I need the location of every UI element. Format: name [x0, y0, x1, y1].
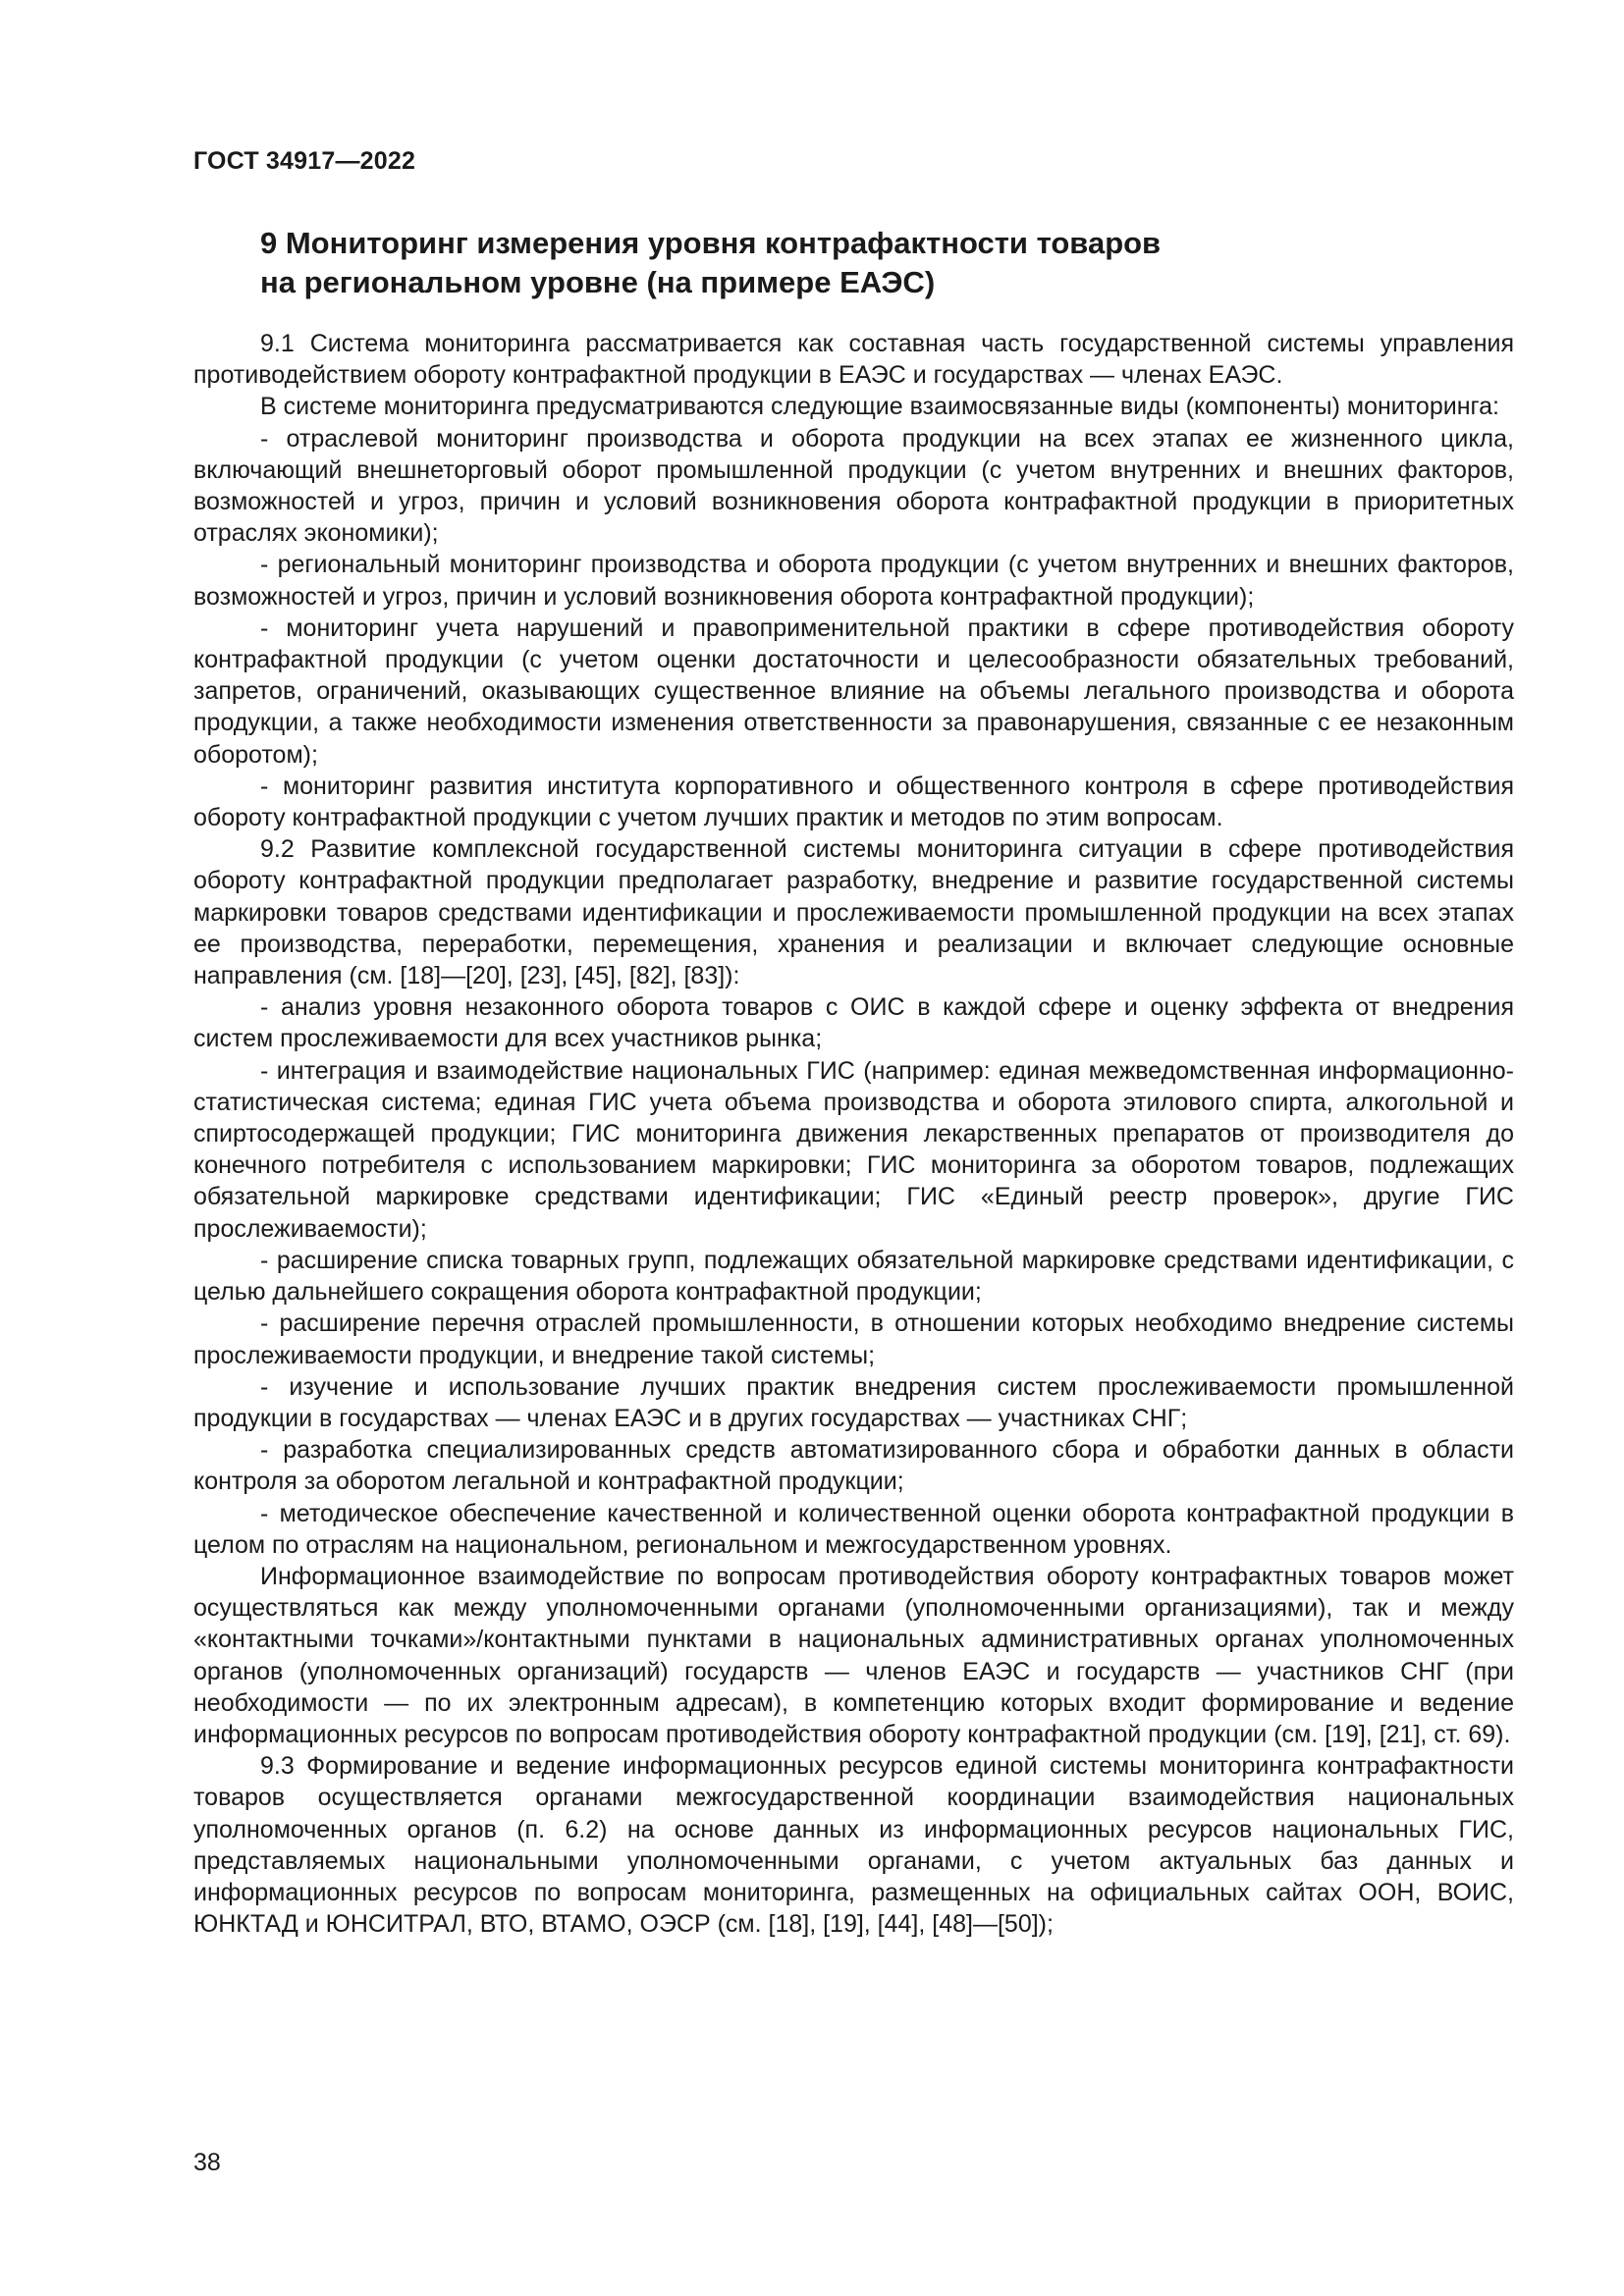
list-item: - расширение перечня отраслей промышленности, в отношении которых необходимо внедрение системы прослеживаемости продукции, и внедрение такой системы; — [193, 1309, 1514, 1369]
section-title-line-2: на региональном уровне (на примере ЕАЭС) — [260, 265, 936, 299]
list-item: - региональный мониторинг производства и оборота продукции (с учетом внутренних и внешних факторов, возможностей и угроз, причин и условий возникновения оборота контрафактной продукции); — [193, 551, 1514, 611]
section-title-line-1: 9 Мониторинг измерения уровня контрафактности товаров — [260, 226, 1162, 260]
paragraph-information-interaction: Информационное взаимодействие по вопросам противодействия обороту контрафактных товаров может осуществляться как между уполномоченными органами (уполномоченными организациями), так и между «контактными точками»/контактными пунктами в национальных административных органах уполномоченных органов (уполномоченных организаций) государств — членов ЕАЭС и государств — участников СНГ (при необходимости — по их электронным адресам), в компетенцию которых входит формирование и ведение информационных ресурсов по вопросам противодействия обороту контрафактной продукции (см. [19], [21], ст. 69). — [193, 1562, 1514, 1748]
paragraph-monitoring-types: В системе мониторинга предусматриваются следующие взаимосвязанные виды (компоненты) мониторинга: — [260, 393, 1499, 421]
document-body — [193, 328, 1514, 1940]
list-item: - мониторинг учета нарушений и правоприменительной практики в сфере противодействия обороту контрафактной продукции (с учетом оценки достаточности и целесообразности обязательных требований, запретов, ограничений, оказывающих существенное влияние на объемы легального производства и оборота продукции, а также необходимости изменения ответственности за правонарушения, связанные с ее незаконным оборотом); — [193, 614, 1514, 769]
list-item: - методическое обеспечение качественной и количественной оценки оборота контрафактной продукции в целом по отраслям на национальном, региональном и межгосударственном уровнях. — [193, 1499, 1514, 1559]
document-header: ГОСТ 34917—2022 — [193, 147, 416, 175]
paragraph-9-2: 9.2 Развитие комплексной государственной системы мониторинга ситуации в сфере противодействия обороту контрафактной продукции предполагает разработку, внедрение и развитие государственной системы маркировки товаров средствами идентификации и прослеживаемости промышленной продукции на всех этапах ее производства, переработки, перемещения, хранения и реализации и включает следующие основные направления (см. [18]—[20], [23], [45], [82], [83]): — [193, 835, 1514, 990]
page-number: 38 — [193, 2149, 221, 2176]
list-item: - мониторинг развития института корпоративного и общественного контроля в сфере противодействия обороту контрафактной продукции с учетом лучших практик и методов по этим вопросам. — [193, 772, 1514, 832]
list-item: - отраслевой мониторинг производства и оборота продукции на всех этапах ее жизненного цикла, включающий внешнеторговый оборот промышленной продукции (с учетом внутренних и внешних факторов, возможностей и угроз, причин и условий возникновения оборота контрафактной продукции в приоритетных отраслях экономики); — [193, 424, 1514, 548]
list-item: - разработка специализированных средств автоматизированного сбора и обработки данных в области контроля за оборотом легальной и контрафактной продукции; — [193, 1436, 1514, 1496]
paragraph-9-1: 9.1 Система мониторинга рассматривается как составная часть государственной системы управления противодействием обороту контрафактной продукции в ЕАЭС и государствах — членах ЕАЭС. — [193, 330, 1514, 390]
section-title — [260, 224, 1488, 302]
paragraph-9-3: 9.3 Формирование и ведение информационных ресурсов единой системы мониторинга контрафактности товаров осуществляется органами межгосударственной координации взаимодействия национальных уполномоченных органов (п. 6.2) на основе данных из информационных ресурсов национальных ГИС, представляемых национальными уполномоченными органами, с учетом актуальных баз данных и информационных ресурсов по вопросам мониторинга, размещенных на официальных сайтах ООН, ВОИС, ЮНКТАД и ЮНСИТРАЛ, ВТО, ВТАМО, ОЭСР (см. [18], [19], [44], [48]—[50]); — [193, 1752, 1514, 1939]
list-item: - изучение и использование лучших практик внедрения систем прослеживаемости промышленной продукции в государствах — членах ЕАЭС и в других государствах — участниках СНГ; — [193, 1372, 1514, 1432]
list-item: - расширение списка товарных групп, подлежащих обязательной маркировке средствами идентификации, с целью дальнейшего сокращения оборота контрафактной продукции; — [193, 1246, 1514, 1307]
list-item: - интеграция и взаимодействие национальных ГИС (например: единая межведомственная информационно-статистическая система; единая ГИС учета объема производства и оборота этилового спирта, алкогольной и спиртосодержащей продукции; ГИС мониторинга движения лекарственных препаратов от производителя до конечного потребителя с использованием маркировки; ГИС мониторинга за оборотом товаров, подлежащих обязательной маркировке средствами идентификации; ГИС «Единый реестр проверок», другие ГИС прослеживаемости); — [193, 1056, 1514, 1243]
list-item: - анализ уровня незаконного оборота товаров с ОИС в каждой сфере и оценку эффекта от внедрения систем прослеживаемости для всех участников рынка; — [193, 993, 1514, 1053]
